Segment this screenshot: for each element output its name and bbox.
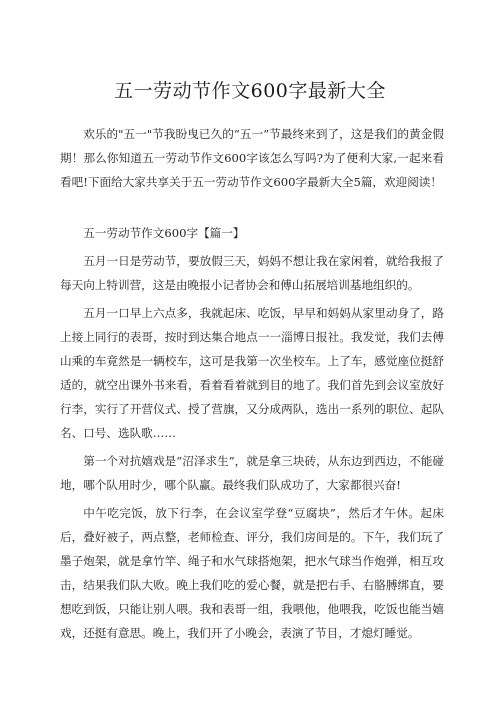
intro-paragraph [60, 122, 444, 194]
essay-paragraph-1: 五月一日是劳动节，要放假三天，妈妈不想让我在家闲着，就给我报了每天向上特训营，这是由晚报小记者协会和傅山拓展培训基地组织的。 [60, 254, 444, 292]
essay-paragraph-4: 中午吃完饭，放下行李，在会议室学登“豆腐块”，然后才午休。起床后，叠好被子，两点整，老师检查、评分，我们房间是的。下午，我们玩了墨子炮架，就是拿竹竿、绳子和水气球搭炮架，把水气球当作炮弹，相互攻击，结果我们队大败。晚上我们吃的爱心餐，就是把右手、右胳膊绑直，要想吃到饭，只能让别人喂。我和表哥一组，我喂他，他喂我，吃饭也能当嬉戏，还挺有意思。晚上，我们开了小晚会，表演了节目，才熄灯睡觉。 [60, 506, 444, 640]
essay-paragraph-2: 五月一口早上六点多，我就起床、吃饭，早早和妈妈从家里动身了，路上接上同行的表哥，按时到达集合地点一一淄博日报社。我发觉，我们去傅山乘的车竟然是一辆校车，这可是我第一次坐校车。上了车，感觉座位挺舒适的，就空出课外书来看，看着看着就到目的地了。我们首先到会议室放好行李，实行了开营仪式、授了营旗，又分成两队，选出一系列的职位、起队名、口号、选队歌…… [60, 306, 444, 440]
section-heading: 五一劳动节作文600字【篇一】 [83, 226, 245, 240]
document-title: 五一劳动节作文600字最新大全 [114, 80, 386, 102]
essay-paragraph-3: 第一个对抗嬉戏是“沼泽求生”，就是拿三块砖，从东边到西边，不能碰地，哪个队用时少，哪个队赢。最终我们队成功了，大家都很兴奋! [60, 454, 444, 492]
intro-text: 欢乐的"五一"节我盼曳已久的“五一”节最终来到了，这是我们的黄金假期！那么你知道五一劳动节作文600字该怎么写吗?为了便利大家,一起来看看吧!下面给大家共享关于五一劳动节作文600字最新大全5篇，欢迎阅读！ [60, 127, 444, 189]
essay-section [60, 221, 444, 645]
